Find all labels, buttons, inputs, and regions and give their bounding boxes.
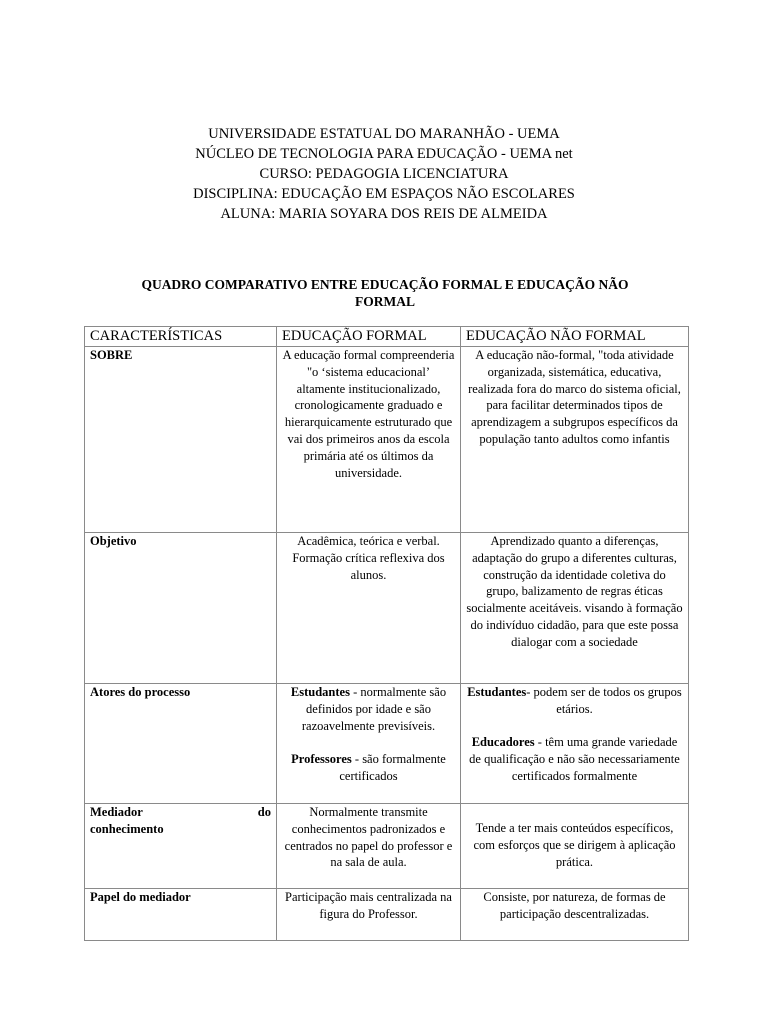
table-row: [85, 347, 689, 533]
cell-non-formal-papel: Consiste, por natureza, de formas de participação descentralizadas.: [461, 889, 689, 941]
table-row: [85, 533, 689, 684]
cell-formal-mediador: Normalmente transmite conhecimentos padronizados e centrados no papel do professor e na sala de aula.: [277, 804, 461, 889]
label-do: do: [257, 805, 271, 819]
non-formal-students-text: - podem ser de todos os grupos etários.: [526, 685, 682, 716]
table-row: [85, 889, 689, 941]
row-label-atores: Atores do processo: [85, 684, 277, 804]
table-row: [85, 804, 689, 889]
formal-teachers-text: - são formalmente certificados: [339, 752, 446, 783]
label-mediador: Mediador: [90, 805, 143, 819]
center-name: NÚCLEO DE TECNOLOGIA PARA EDUCAÇÃO - UEMA net: [195, 146, 573, 162]
cell-formal-objetivo: Acadêmica, teórica e verbal. Formação crítica reflexiva dos alunos.: [277, 533, 461, 684]
row-label-mediador: [85, 804, 277, 889]
cell-non-formal-objetivo: Aprendizado quanto a diferenças, adaptação do grupo a diferentes culturas, construção da identidade coletiva do grupo, balizamento de regras éticas socialmente aceitáveis. visando à formação do indivíduo cidadão, para que este possa dialogar com a sociedade: [461, 533, 689, 684]
university-name: UNIVERSIDADE ESTATUAL DO MARANHÃO - UEMA: [208, 126, 560, 142]
document-header: [0, 124, 768, 224]
column-header-characteristics: CARACTERÍSTICAS: [85, 327, 277, 347]
column-header-non-formal: EDUCAÇÃO NÃO FORMAL: [461, 327, 689, 347]
document-title: [90, 276, 680, 310]
title-line-1: QUADRO COMPARATIVO ENTRE EDUCAÇÃO FORMAL E EDUCAÇÃO NÃO: [141, 277, 629, 292]
student-name: ALUNA: MARIA SOYARA DOS REIS DE ALMEIDA: [220, 206, 548, 222]
formal-students-term: Estudantes: [290, 685, 350, 699]
row-label-sobre: SOBRE: [85, 347, 277, 533]
cell-formal-sobre: A educação formal compreenderia "o ‘sistema educacional’ altamente institucionalizado, cronologicamente graduado e hierarquicamente estruturado que vai dos primeiros anos da escola primária até os últimos da universidade.: [277, 347, 461, 533]
non-formal-educators-term: Educadores: [471, 735, 535, 750]
row-label-objetivo: Objetivo: [85, 533, 277, 684]
title-line-2: FORMAL: [355, 294, 415, 309]
label-conhecimento: conhecimento: [90, 821, 164, 836]
cell-formal-papel: Participação mais centralizada na figura do Professor.: [277, 889, 461, 941]
table-header-row: [85, 327, 689, 347]
cell-non-formal-atores: [461, 684, 689, 804]
non-formal-students-term: Estudantes: [467, 685, 527, 699]
column-header-formal: EDUCAÇÃO FORMAL: [277, 327, 461, 347]
row-label-papel: Papel do mediador: [85, 889, 277, 941]
non-formal-educators-text: - têm uma grande variedade de qualificação e não são necessariamente certificados formalmente: [469, 735, 680, 783]
cell-non-formal-sobre: A educação não-formal, "toda atividade organizada, sistemática, educativa, realizada fora do marco do sistema oficial, para facilitar determinados tipos de aprendizagem a subgrupos específicos da população tanto adultos como infantis: [461, 347, 689, 533]
cell-non-formal-mediador: Tende a ter mais conteúdos específicos, com esforços que se dirigem à aplicação prática.: [461, 804, 689, 889]
cell-formal-atores: [277, 684, 461, 804]
formal-students-text: - normalmente são definidos por idade e são razoavelmente previsíveis.: [301, 685, 447, 733]
table-row: [85, 684, 689, 804]
discipline-name: DISCIPLINA: EDUCAÇÃO EM ESPAÇOS NÃO ESCOLARES: [193, 186, 575, 202]
course-name: CURSO: PEDAGOGIA LICENCIATURA: [259, 166, 509, 182]
comparison-table: [84, 326, 689, 941]
formal-teachers-term: Professores: [291, 752, 352, 767]
